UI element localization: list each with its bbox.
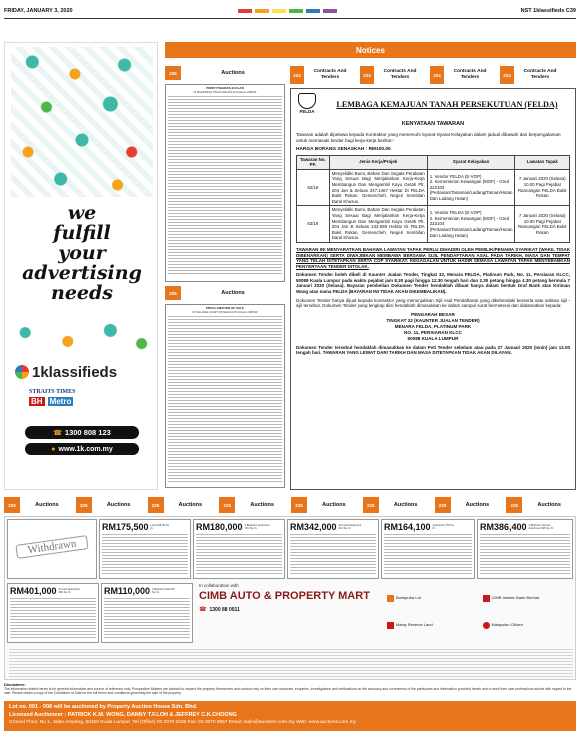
disclaimer bbox=[4, 682, 576, 695]
row1-work: Menyelidiki Bumi, Bahan Dan Segala Peralatan Yang Sesuai Bagi Menjalankan Kerja-Kerja Membangun Dan Mengambil Kayu Getah Plt. 204 Jan & Seluas 247.1467 Hektar Di FELDA Bukit Rokan, Gemencheh, Negeri Sembilan Darul Khusus. bbox=[329, 169, 427, 206]
notices-bar bbox=[165, 42, 576, 58]
tab-auctions-label-b: Auctions bbox=[221, 290, 245, 296]
listing-2 bbox=[99, 519, 191, 579]
withdrawn-stamp: Withdrawn bbox=[15, 535, 88, 559]
tab-contracts-label-b: Contracts And Tenders bbox=[383, 69, 417, 80]
header-section: NST 1klassifieds C39 bbox=[520, 8, 576, 14]
table-row bbox=[297, 206, 570, 243]
listing-sub: Serviced Apartment 614 Sq. Ft. bbox=[338, 523, 362, 530]
row2-visit: 7 Januari 2020 (Selasa) 10.00 Pagi Pejabat Rancangan FELDA Bukit Rokan bbox=[515, 206, 570, 243]
swatch-red bbox=[238, 9, 252, 13]
auction-tab-strip bbox=[4, 497, 576, 513]
addr-line-3: MENARA FELDA, PLATINUM PARK bbox=[394, 323, 472, 329]
footer-line-3: Ground Floor, No 1, Jalan Ampang, 50450 Kuala Lumpur. Tel (Office) 03 2070 2226 Fax: 03 2070 9557 Email: main@auctions.com.my Web: www.auctions.com.my bbox=[9, 720, 356, 725]
listing-price: RM110,000 bbox=[104, 586, 151, 596]
legal-notice-1 bbox=[165, 84, 285, 282]
swatch-purple bbox=[323, 9, 337, 13]
row2-req: 1. Vendor FELDA (E-VOP) 2. Kementerian Kewangan (MOF) - Gred 222104 (Pertanian/Tanaman/Ladang/Taman/Hutan Dan Ladang Hutan) bbox=[427, 206, 515, 243]
felda-notice bbox=[290, 88, 576, 490]
felda-para-1: TAWARAN INI MENYARATKAN BAHAWA LAWATAN TAPAK PERLU DIHADIRI OLEH PEMILIK/PENAMA SYARIKAT (WAKIL TIDAK DIBENARKAN) SERTA DIWAJIBKAN MEMBAWA BERSAMA SIJIL PENDAFTARAN ASAL PADA TARIKH, MASA DAN TEMPAT YANG TELAH DITETAPKAN SERTA COP SYARIKAT. KEGAGALAN UNTUK HADIR SEMASA LAWATAN TAPAK MENYEBABKAN PENYERTAAN TENDER DITOLAK. bbox=[296, 246, 570, 269]
legend-item bbox=[483, 615, 574, 638]
listing-details bbox=[384, 534, 472, 574]
felda-org-name: LEMBAGA KEMAJUAN TANAH PERSEKUTUAN (FELDA) bbox=[336, 100, 558, 109]
strip-tab-2 bbox=[76, 497, 146, 513]
listing-8 bbox=[101, 583, 193, 643]
felda-price-line: HARGA BORANG SENASKAH : RM100.00 bbox=[296, 146, 391, 152]
header-date: FRIDAY, JANUARY 3, 2020 bbox=[4, 8, 73, 14]
strip-tab-3 bbox=[148, 497, 218, 513]
strip-label: Auctions bbox=[250, 502, 274, 508]
page-header bbox=[0, 8, 580, 18]
paper-straits-times: STRAITS TIMES bbox=[29, 389, 76, 395]
felda-para-3: Dokumen Tender hanya dijual kepada kontraktor yang menunjukkan Sijil Asal Pendaftaran yang dikehendaki berserta satu salinan sijil - sijil tersebut. Dokumen Tender yang lengkap diisi hendaklah dimasukkan ke dalam sampul surat bermeterai dan dialamatkan kepada: bbox=[296, 297, 570, 309]
strip-label: Auctions bbox=[465, 502, 490, 508]
addr-line-1: PENGARAH BESAR bbox=[411, 311, 455, 317]
col-lawatan: Lawatan Tapak bbox=[515, 155, 570, 169]
tab-224-b: 224 bbox=[360, 66, 374, 84]
legend-cimb-islamic: CIMB Islamic Bank Berhad bbox=[491, 594, 540, 600]
contracts-tab-1 bbox=[290, 66, 356, 84]
listing-price: RM386,400 bbox=[480, 522, 527, 532]
cimb-brand: CIMB AUTO & PROPERTY MART bbox=[199, 590, 370, 602]
legal1-body bbox=[168, 96, 282, 276]
listing-price: RM180,000 bbox=[196, 522, 243, 532]
listing-4 bbox=[287, 519, 379, 579]
felda-header bbox=[296, 93, 570, 117]
strip-num: 225 bbox=[506, 497, 522, 513]
felda-logo-text: FELDA bbox=[299, 109, 315, 114]
listing-price: RM342,000 bbox=[290, 522, 337, 532]
addr-line-2: TINGKAT 32 (KAUNTER JUALAN TENDER) bbox=[386, 317, 480, 323]
color-swatches bbox=[238, 9, 337, 13]
phone-icon: ☎ bbox=[199, 607, 207, 613]
notices-title: Notices bbox=[356, 45, 385, 55]
listing-details bbox=[104, 598, 190, 638]
legal2-title: PROCLAMATION OF SALE bbox=[205, 306, 245, 310]
slogan-line-1: we bbox=[67, 202, 97, 224]
listing-6 bbox=[477, 519, 573, 579]
listing-price: RM175,500 bbox=[102, 522, 149, 532]
felda-para-4: Dokumen Tender tersebut hendaklah dimasukkan ke dalam Peti Tender sebelum atau pada 27 Januari 2020 (Isnin) jam 12.00 tengah hari. TAWARAN YANG LEWAT DARI TARIKH DAN MASA DITETAPKAN TIDAK AKAN DILAYAN. bbox=[296, 344, 570, 356]
promo-phone bbox=[25, 426, 139, 439]
listing-sub: 3 Bedroom Apartment 731 Sq. Ft. bbox=[244, 523, 270, 530]
addr-line-5: 50088 KUALA LUMPUR bbox=[407, 335, 459, 341]
strip-num: 225 bbox=[4, 497, 20, 513]
strip-tab-7 bbox=[435, 497, 505, 513]
legend-bumiputra: Bumiputra Lot bbox=[396, 594, 421, 600]
slogan-line-5: needs bbox=[51, 282, 113, 304]
promo-panel bbox=[4, 42, 158, 490]
contracts-tabs bbox=[290, 66, 576, 84]
listing-sub: Apartment 775 Sq. Ft. bbox=[432, 523, 455, 530]
legend-malay-reserve: Malay Reserve Land bbox=[396, 622, 433, 628]
felda-para-2: Dokumen Tender boleh dibeli di Kaunter Jualan Tender, Tingkat 32, Menara FELDA, Platinum Park, No. 11, Persiaran KLCC, 50088 Kuala Lumpur pada waktu pejabat jam 8.30 pagi hingga 12.30 tengah hari dan 2.30 petang hingga 4.30 petang bermula 7 Januari 2020 (Selasa). Bayaran pembelian Dokumen Tender hendaklah dibuat hanya dalam bentuk Draf Bank atas Kiriman Wang atas nama FELDA (BAYARAN INI TIDAK AKAN DIKEMBALIKAN). bbox=[296, 272, 570, 295]
legend-item bbox=[387, 615, 478, 638]
promo-slogan bbox=[5, 203, 159, 303]
swatch-yellow bbox=[272, 9, 286, 13]
contracts-tab-3 bbox=[430, 66, 496, 84]
table-header-row bbox=[297, 155, 570, 169]
paper-bh: BH bbox=[31, 397, 43, 406]
tab-contracts-label-c: Contracts And Tenders bbox=[453, 69, 487, 80]
listing-sub: 3 Bedroom Flat 667 Sq. Ft. bbox=[152, 587, 175, 594]
felda-section: KENYATAAN TAWARAN bbox=[401, 121, 465, 127]
felda-logo bbox=[296, 93, 318, 117]
strip-num: 225 bbox=[363, 497, 379, 513]
tab-224-d: 224 bbox=[500, 66, 514, 84]
strip-num: 225 bbox=[148, 497, 164, 513]
strip-tab-5 bbox=[291, 497, 361, 513]
strip-label: Auctions bbox=[537, 502, 561, 508]
globe-icon: ● bbox=[51, 445, 56, 453]
disclaimer-text: The information stated herein is for general information and source of reference only. Prospective Bidders are advised to inspect the property themselves and conduct rely on their own searches, enquiries, investigations and verifications on the accuracy and correctness of the particulars and information provided herein and to seek their own professional advice with regard to the sale. Please obtain a copy of the Conditions of Sale for the full terms and conditions governing the sale of the property. bbox=[4, 687, 572, 696]
col-tawaran: Tawaran No. PF. bbox=[297, 155, 330, 169]
cimb-fineprint bbox=[9, 649, 573, 677]
swatch-green bbox=[289, 9, 303, 13]
listing-withdrawn bbox=[7, 519, 97, 579]
strip-num: 225 bbox=[219, 497, 235, 513]
disclaimer-title: Disclaimer: bbox=[4, 682, 26, 687]
phone-number[interactable]: 1300 808 123 bbox=[64, 428, 111, 437]
table-row bbox=[297, 169, 570, 206]
tender-table bbox=[296, 155, 570, 243]
tab-auctions-label: Auctions bbox=[221, 70, 245, 76]
cimb-collab: In collaboration with bbox=[199, 583, 239, 588]
contracts-tab-2 bbox=[360, 66, 426, 84]
contracts-tab-4 bbox=[500, 66, 566, 84]
strip-tab-8 bbox=[506, 497, 576, 513]
strip-num: 225 bbox=[291, 497, 307, 513]
promo-web bbox=[25, 443, 139, 455]
strip-tab-6 bbox=[363, 497, 433, 513]
phone-icon: ☎ bbox=[53, 429, 62, 437]
listing-price: RM401,000 bbox=[10, 586, 57, 596]
slogan-line-3: your bbox=[58, 242, 106, 264]
col-syarat: Syarat Kelayakan bbox=[427, 155, 515, 169]
paper-logos bbox=[29, 389, 139, 406]
swatch-blue bbox=[306, 9, 320, 13]
row1-req: 1. Vendor FELDA (E-VOP) 2. Kementerian Kewangan (MOF) - Gred 222104 (Pertanian/Tanaman/Ladang/Taman/Hutan Dan Ladang Hutan) bbox=[427, 169, 515, 206]
felda-emblem-icon bbox=[298, 93, 316, 109]
addr-line-4: NO. 11, PERSIARAN KLCC bbox=[404, 329, 462, 335]
tab-224-c: 224 bbox=[430, 66, 444, 84]
slogan-line-2: fulfill bbox=[53, 222, 111, 244]
strip-tab-1 bbox=[4, 497, 74, 513]
cimb-islamic-icon bbox=[483, 595, 490, 602]
web-url[interactable]: www.1k.com.my bbox=[58, 445, 113, 453]
brand-name: 1klassifieds bbox=[32, 363, 118, 381]
icon-collage bbox=[11, 47, 153, 197]
strip-tab-4 bbox=[219, 497, 289, 513]
swatch-orange bbox=[255, 9, 269, 13]
listing-price: RM164,100 bbox=[384, 522, 431, 532]
felda-address bbox=[296, 312, 570, 342]
listing-details bbox=[102, 534, 188, 574]
tab-contracts-label: Contracts And Tenders bbox=[313, 69, 347, 80]
header-rule bbox=[4, 18, 576, 19]
felda-intro: Tawaran adalah dipelawa kepada Kontraktor yang memenuhi Syarat-Syarat Kelayakan dalam jadual dibawah dan berpengalaman untuk memasuki tender bagi kerja-kerja berikut:- bbox=[296, 132, 561, 143]
row1-no: 62/19 bbox=[297, 169, 330, 206]
row1-visit: 7 Januari 2020 (Selasa) 10.00 Pagi Pejabat Rancangan FELDA Bukit Rokan bbox=[515, 169, 570, 206]
col-jenis: Jenis Kerja/Projek bbox=[329, 155, 427, 169]
listing-sub: 3 Bedroom Service Apartment 935 Sq. Ft. bbox=[528, 523, 554, 530]
legend-item bbox=[483, 587, 574, 610]
strip-num: 225 bbox=[435, 497, 451, 513]
strip-label: Auctions bbox=[35, 502, 59, 508]
listing-details bbox=[480, 534, 570, 574]
legal1-title: PERISYTIHARAN JUALAN bbox=[206, 86, 244, 90]
strip-label: Auctions bbox=[106, 502, 131, 508]
auction-tab-row-2 bbox=[165, 286, 285, 300]
malay-reserve-icon bbox=[387, 622, 394, 629]
logo-mark-icon bbox=[15, 365, 29, 379]
listing-5 bbox=[381, 519, 475, 579]
slogan-line-4: advertising bbox=[22, 262, 142, 284]
strip-label: Auctions bbox=[322, 502, 346, 508]
legend-item bbox=[387, 587, 478, 610]
bumiputra-icon bbox=[387, 595, 394, 602]
footer-line-2: Licensed Auctioneer : PATRICK K.M. WONG, DANNY T.F.LOH & JEFFREY C.K.CHOONG bbox=[9, 712, 237, 718]
legal2-subtitle: IN THE HIGH COURT OF MALAYA AT KUALA LUMPUR bbox=[192, 310, 258, 314]
row2-no: 63/19 bbox=[297, 206, 330, 243]
bottom-icons bbox=[11, 315, 153, 359]
cimb-legend bbox=[387, 587, 573, 637]
strip-num: 225 bbox=[76, 497, 92, 513]
tab-224: 224 bbox=[290, 66, 304, 84]
listing-details bbox=[290, 534, 376, 574]
footer-line-1: Lot no. 001 - 008 will be auctioned by Property Auction House Sdn. Bhd. bbox=[9, 704, 198, 710]
cimb-promo bbox=[199, 583, 379, 643]
auctioneer-bar bbox=[4, 701, 576, 731]
listing-7 bbox=[7, 583, 99, 643]
legal1-subtitle: DI MAHKAMAH TINGGI MALAYA DI KUALA LUMPUR bbox=[193, 90, 257, 94]
listing-details bbox=[196, 534, 282, 574]
tab-225: 225 bbox=[165, 66, 181, 80]
legal-notice-2 bbox=[165, 304, 285, 488]
listing-3 bbox=[193, 519, 285, 579]
strip-label: Auctions bbox=[178, 502, 203, 508]
strip-label: Auctions bbox=[393, 502, 418, 508]
citizen-icon bbox=[483, 622, 490, 629]
legal2-body bbox=[168, 316, 282, 482]
listing-sub: Service Apartment 990 Sq. Ft. bbox=[58, 587, 80, 594]
cimb-listings bbox=[4, 516, 576, 680]
legend-citizen: Malaysian Citizen bbox=[491, 622, 523, 628]
listing-details bbox=[10, 598, 96, 638]
klassifieds-logo bbox=[15, 361, 149, 383]
cimb-phone[interactable]: 1300 88 0011 bbox=[209, 606, 240, 613]
auction-tab-row-1 bbox=[165, 66, 285, 80]
tab-contracts-label-d: Contracts And Tenders bbox=[523, 69, 557, 80]
paper-metro: Metro bbox=[49, 397, 72, 406]
tab-225-b: 225 bbox=[165, 286, 181, 300]
row2-work: Menyelidiki Bumi, Bahan Dan Segala Peralatan Yang Sesuai Bagi Menjalankan Kerja-Kerja Membangun Dan Mengambil Kayu Getah Plt. 204 Jan B Seluas 233.659 Hektar Di FELDA Bukit Rokan, Gemencheh, Negeri Sembilan Darul Khusus. bbox=[329, 206, 427, 243]
auction-column bbox=[165, 62, 285, 490]
listing-sub: Land 408.00 Sq. Ft. bbox=[150, 523, 170, 530]
